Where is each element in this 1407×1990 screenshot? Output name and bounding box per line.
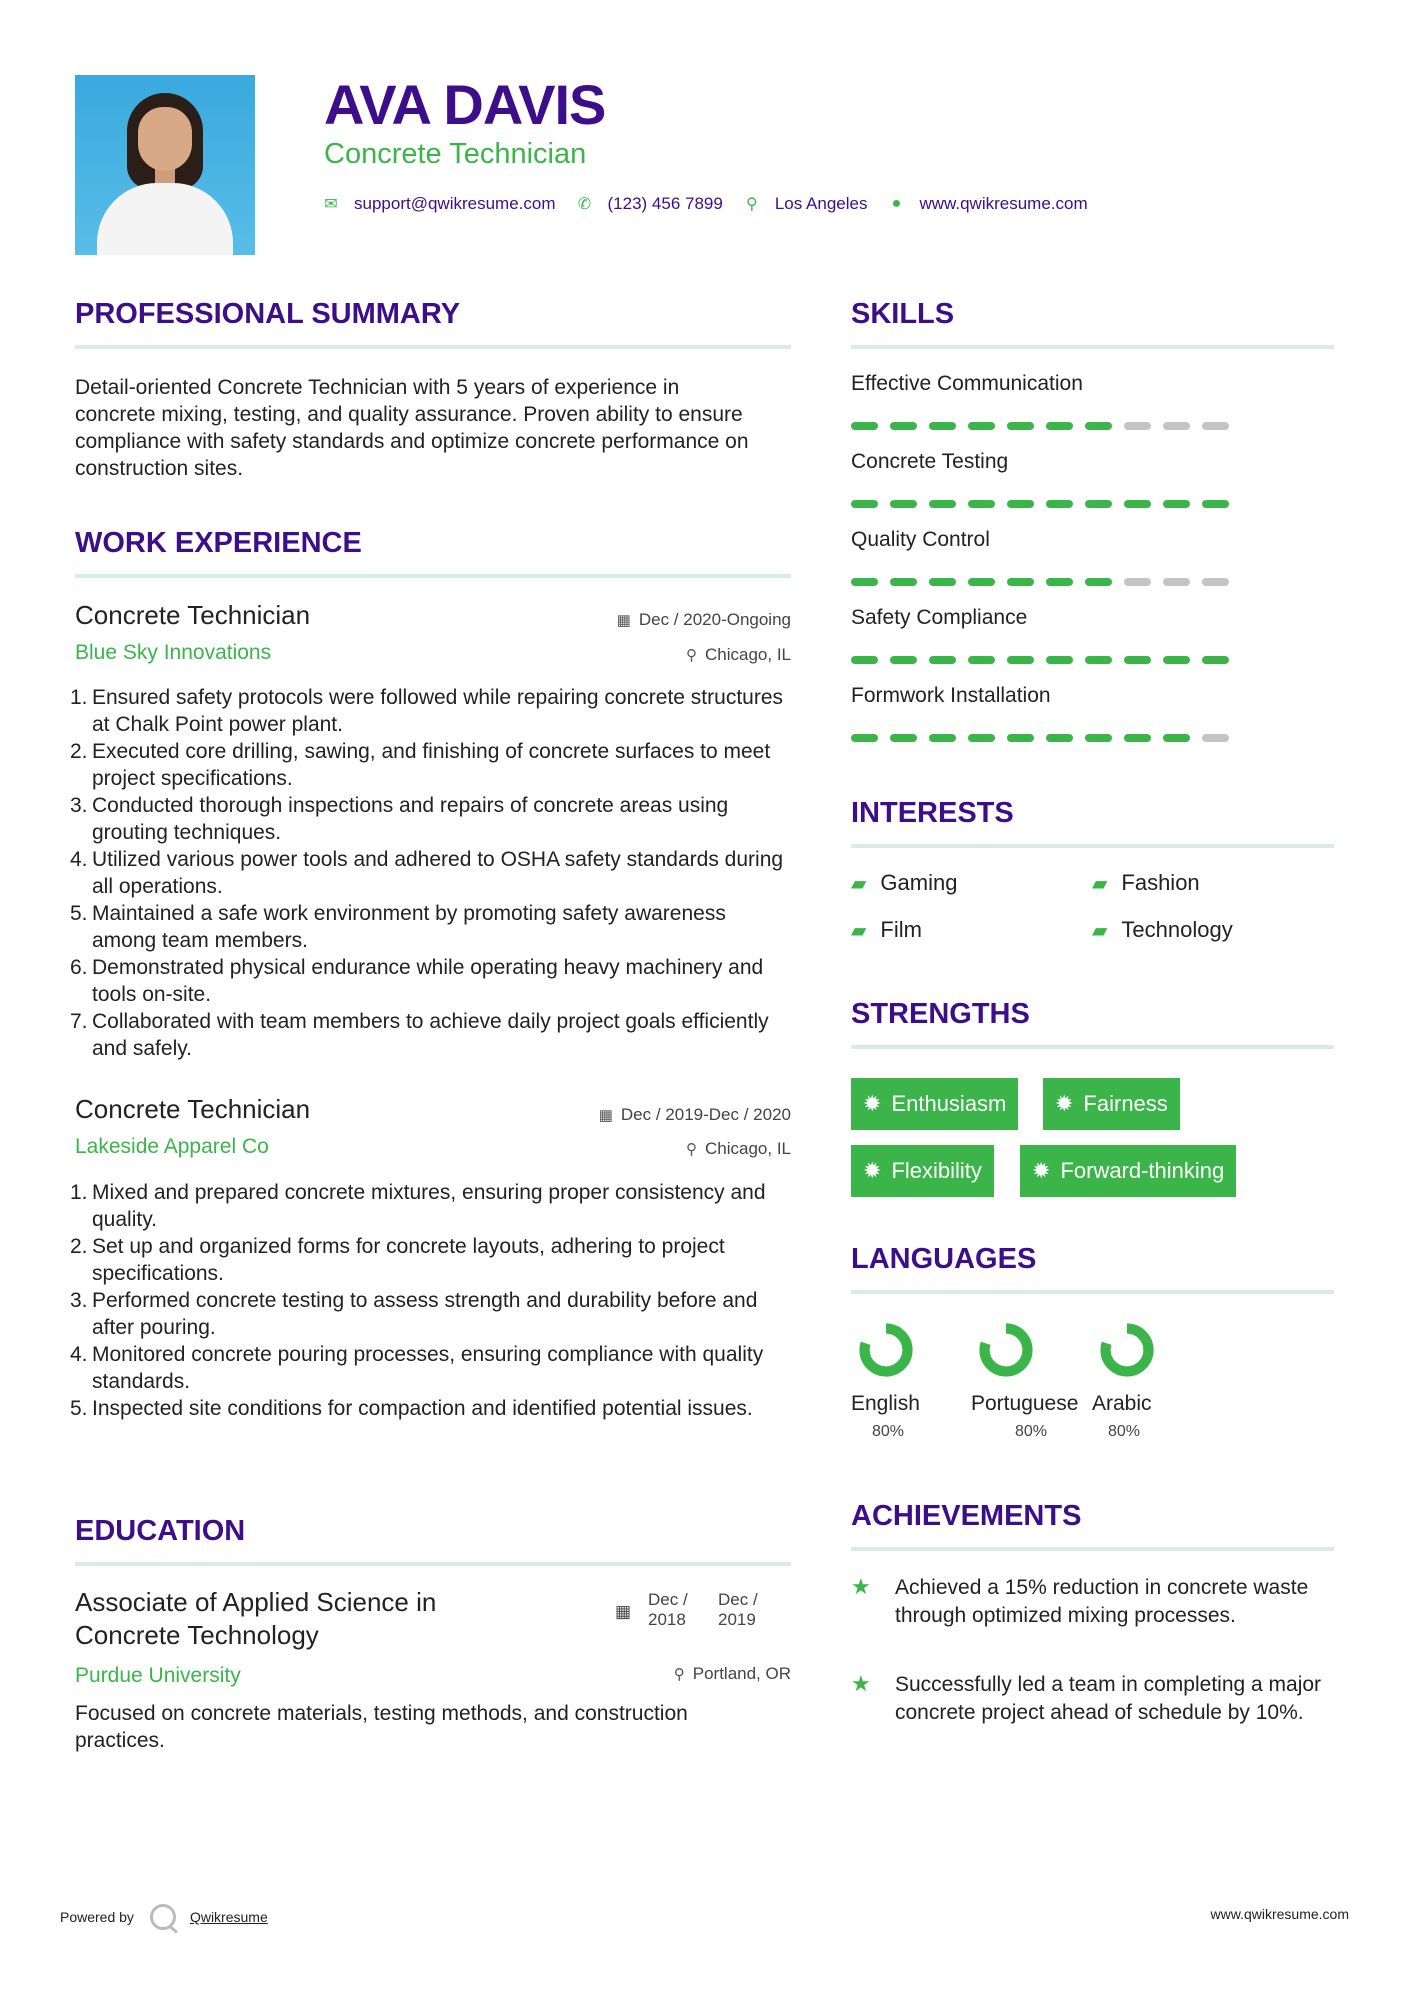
language-ring (1099, 1322, 1155, 1378)
skill-level-segment (1046, 734, 1073, 742)
job-title: Concrete Technician (75, 600, 311, 630)
envelope-icon: ✉ (324, 196, 338, 213)
skill-level-segment (1007, 656, 1034, 664)
star-burst-icon: ✹ (1055, 1091, 1074, 1116)
job-location (686, 645, 791, 665)
edu-location (674, 1664, 791, 1684)
degree-title: Associate of Applied Science in Concrete Technology (75, 1587, 437, 1650)
skill-level-segment (1202, 500, 1229, 508)
skill-level-segment (1124, 734, 1151, 742)
skills-divider (851, 345, 1334, 349)
skill-level-segment (1202, 422, 1229, 430)
interests-divider (851, 844, 1334, 848)
footer-url[interactable]: www.qwikresume.com (1210, 1906, 1349, 1922)
school-name: Purdue University (75, 1664, 241, 1687)
skill-level-segment (851, 578, 878, 586)
strength-badge: ✹ Forward-thinking (1020, 1145, 1236, 1197)
contact-phone[interactable]: (123) 456 7899 (607, 194, 723, 213)
skill-level-segment (1046, 422, 1073, 430)
achievement-item: ★ Achieved a 15% reduction in concrete waste through optimized mixing processes. (851, 1574, 1341, 1630)
summary-heading: PROFESSIONAL SUMMARY (75, 298, 461, 330)
skill-level-bar (851, 734, 1241, 742)
skill-level-segment (1124, 656, 1151, 664)
strength-badge: ✹ Flexibility (851, 1145, 994, 1197)
skill-level-segment (1085, 422, 1112, 430)
language-name: Portuguese (971, 1392, 1079, 1415)
skill-level-segment (851, 500, 878, 508)
achievement-item: ★ Successfully led a team in completing a major concrete project ahead of schedule by 10%. (851, 1671, 1341, 1727)
language-percent: 80% (872, 1423, 905, 1440)
skill-level-segment (1046, 500, 1073, 508)
list-item: 1. Ensured safety protocols were followed while repairing concrete structures at Chalk Point power plant. (70, 686, 784, 736)
job-dates (617, 610, 791, 630)
skill-name: Concrete Testing (851, 450, 1009, 473)
skill-level-segment (890, 656, 917, 664)
list-item: 3. Performed concrete testing to assess strength and durability before and after pouring. (70, 1289, 758, 1339)
list-item: 6. Demonstrated physical endurance while operating heavy machinery and tools on-site. (70, 956, 764, 1006)
globe-icon: ● (891, 195, 902, 212)
candidate-name: AVA DAVIS (324, 73, 606, 136)
skill-level-segment (929, 422, 956, 430)
job-location (686, 1139, 791, 1159)
star-icon: ★ (851, 1671, 871, 1696)
job-dates-text: Dec / 2019-Dec / 2020 (620, 1105, 791, 1124)
language-ring (858, 1322, 914, 1378)
brand-link[interactable]: Qwikresume (189, 1909, 268, 1925)
language-name: English (851, 1392, 920, 1415)
star-burst-icon: ✹ (863, 1158, 882, 1183)
language-ring-fill (865, 1329, 908, 1372)
achievements-heading: ACHIEVEMENTS (851, 1500, 1082, 1532)
job-title: Concrete Technician (75, 1094, 311, 1124)
edu-description: Focused on concrete materials, testing methods, and construction practices. (75, 1702, 688, 1752)
pin-icon: ⚲ (686, 647, 697, 664)
map-marker-icon: ⚲ (745, 196, 758, 213)
list-item: 1. Mixed and prepared concrete mixtures, ensuring proper consistency and quality. (70, 1181, 766, 1231)
strength-badge: ✹ Fairness (1043, 1078, 1180, 1130)
skill-level-segment (1046, 578, 1073, 586)
skill-level-bar (851, 422, 1241, 430)
languages-divider (851, 1290, 1334, 1294)
profile-photo (75, 75, 255, 255)
experience-divider (75, 574, 791, 578)
edu-end-line1: Dec / (718, 1590, 758, 1609)
skill-level-bar (851, 500, 1241, 508)
calendar-icon: ▦ (614, 1602, 631, 1621)
language-percent: 80% (1015, 1423, 1048, 1440)
pin-icon: ⚲ (673, 1666, 685, 1683)
qwikresume-logo-icon (150, 1904, 176, 1930)
interest-item: ▰ Technology (1092, 917, 1233, 942)
strengths-heading: STRENGTHS (851, 998, 1030, 1030)
skill-level-segment (1163, 578, 1190, 586)
skill-level-segment (1046, 656, 1073, 664)
job-location-text: Chicago, IL (705, 645, 791, 664)
edu-end-date (718, 1590, 758, 1630)
contact-bar (322, 194, 1108, 214)
skill-level-bar (851, 656, 1241, 664)
skill-level-segment (890, 578, 917, 586)
skill-level-segment (1085, 578, 1112, 586)
edu-end-line2: 2019 (718, 1610, 756, 1629)
skill-level-segment (968, 422, 995, 430)
list-item: 4. Utilized various power tools and adhered to OSHA safety standards during all operations. (70, 848, 784, 898)
contact-location: Los Angeles (774, 194, 868, 213)
job-company: Blue Sky Innovations (75, 641, 272, 664)
skill-level-segment (1163, 500, 1190, 508)
book-icon: ▰ (851, 919, 867, 942)
job-company: Lakeside Apparel Co (75, 1135, 269, 1158)
skill-level-segment (1202, 656, 1229, 664)
skill-level-segment (1124, 578, 1151, 586)
skill-level-segment (890, 500, 917, 508)
strength-badge: ✹ Enthusiasm (851, 1078, 1018, 1130)
language-ring-fill (985, 1329, 1028, 1372)
phone-icon: ✆ (577, 196, 592, 213)
experience-heading: WORK EXPERIENCE (75, 527, 362, 559)
job-bullets (70, 1179, 790, 1422)
language-ring (978, 1322, 1034, 1378)
skill-name: Effective Communication (851, 372, 1083, 395)
skill-level-segment (1202, 734, 1229, 742)
powered-by (60, 1904, 268, 1930)
list-item: 3. Conducted thorough inspections and repairs of concrete areas using grouting techniques. (70, 794, 729, 844)
skill-level-segment (1202, 578, 1229, 586)
skill-name: Formwork Installation (851, 684, 1051, 707)
skill-level-segment (1163, 422, 1190, 430)
strengths-divider (851, 1045, 1334, 1049)
star-burst-icon: ✹ (863, 1091, 882, 1116)
skill-level-segment (851, 656, 878, 664)
skill-level-segment (929, 656, 956, 664)
list-item: 4. Monitored concrete pouring processes, ensuring compliance with quality standards. (70, 1343, 764, 1393)
skill-level-segment (890, 422, 917, 430)
skill-level-segment (968, 656, 995, 664)
candidate-title: Concrete Technician (324, 138, 587, 170)
list-item: 2. Executed core drilling, sawing, and finishing of concrete surfaces to meet project specifications. (70, 740, 771, 790)
skill-level-segment (1007, 500, 1034, 508)
skill-name: Safety Compliance (851, 606, 1028, 629)
skill-level-segment (968, 578, 995, 586)
skill-name: Quality Control (851, 528, 990, 551)
skill-level-segment (1085, 500, 1112, 508)
job-location-text: Chicago, IL (705, 1139, 791, 1158)
list-item: 2. Set up and organized forms for concrete layouts, adhering to project specifications. (70, 1235, 725, 1285)
edu-start-line2: 2018 (648, 1610, 686, 1629)
language-percent: 80% (1108, 1423, 1141, 1440)
job-bullets (70, 684, 790, 1062)
skill-level-segment (1163, 734, 1190, 742)
skill-level-segment (851, 734, 878, 742)
book-icon: ▰ (851, 872, 867, 895)
edu-start-date (648, 1590, 688, 1630)
skill-level-segment (968, 734, 995, 742)
list-item: 5. Maintained a safe work environment by promoting safety awareness among team members. (70, 902, 726, 952)
contact-website[interactable]: www.qwikresume.com (919, 194, 1088, 213)
calendar-icon: ▦ (598, 1107, 613, 1124)
skill-level-segment (968, 500, 995, 508)
edu-start-line1: Dec / (648, 1590, 688, 1609)
skill-level-segment (1085, 656, 1112, 664)
pin-icon: ⚲ (686, 1141, 697, 1158)
skill-level-segment (1085, 734, 1112, 742)
skill-level-segment (1124, 422, 1151, 430)
skill-level-segment (851, 422, 878, 430)
skill-level-bar (851, 578, 1241, 586)
calendar-icon: ▦ (616, 612, 631, 629)
language-ring-fill (1106, 1329, 1149, 1372)
summary-divider (75, 345, 791, 349)
skill-level-segment (1124, 500, 1151, 508)
interest-item: ▰ Gaming (851, 870, 958, 895)
summary-text: Detail-oriented Concrete Technician with 5 years of experience in concrete mixing, testing, and quality assurance. Proven ability to ensure compliance with safety standards and optimize concrete performance on construction sites. (75, 376, 749, 480)
skill-level-segment (1163, 656, 1190, 664)
book-icon: ▰ (1092, 919, 1108, 942)
contact-email[interactable]: support@qwikresume.com (354, 194, 556, 213)
languages-heading: LANGUAGES (851, 1243, 1037, 1275)
skill-level-segment (890, 734, 917, 742)
star-burst-icon: ✹ (1032, 1158, 1051, 1183)
job-dates-text: Dec / 2020-Ongoing (638, 610, 791, 629)
skill-level-segment (1007, 734, 1034, 742)
job-dates (599, 1105, 791, 1125)
interests-heading: INTERESTS (851, 797, 1014, 829)
skill-level-segment (1007, 422, 1034, 430)
list-item: 7. Collaborated with team members to achieve daily project goals efficiently and safely. (70, 1010, 769, 1060)
education-divider (75, 1562, 791, 1566)
skills-heading: SKILLS (851, 298, 955, 330)
interest-item: ▰ Fashion (1092, 870, 1200, 895)
list-item: 5. Inspected site conditions for compaction and identified potential issues. (70, 1397, 753, 1420)
edu-location-text: Portland, OR (692, 1664, 791, 1683)
language-name: Arabic (1092, 1392, 1152, 1415)
book-icon: ▰ (1092, 872, 1108, 895)
skill-level-segment (929, 500, 956, 508)
powered-by-label: Powered by (60, 1909, 134, 1925)
skill-level-segment (929, 734, 956, 742)
interest-item: ▰ Film (851, 917, 922, 942)
star-icon: ★ (851, 1574, 871, 1599)
education-heading: EDUCATION (75, 1515, 246, 1547)
achievements-divider (851, 1547, 1334, 1551)
skill-level-segment (1007, 578, 1034, 586)
skill-level-segment (929, 578, 956, 586)
